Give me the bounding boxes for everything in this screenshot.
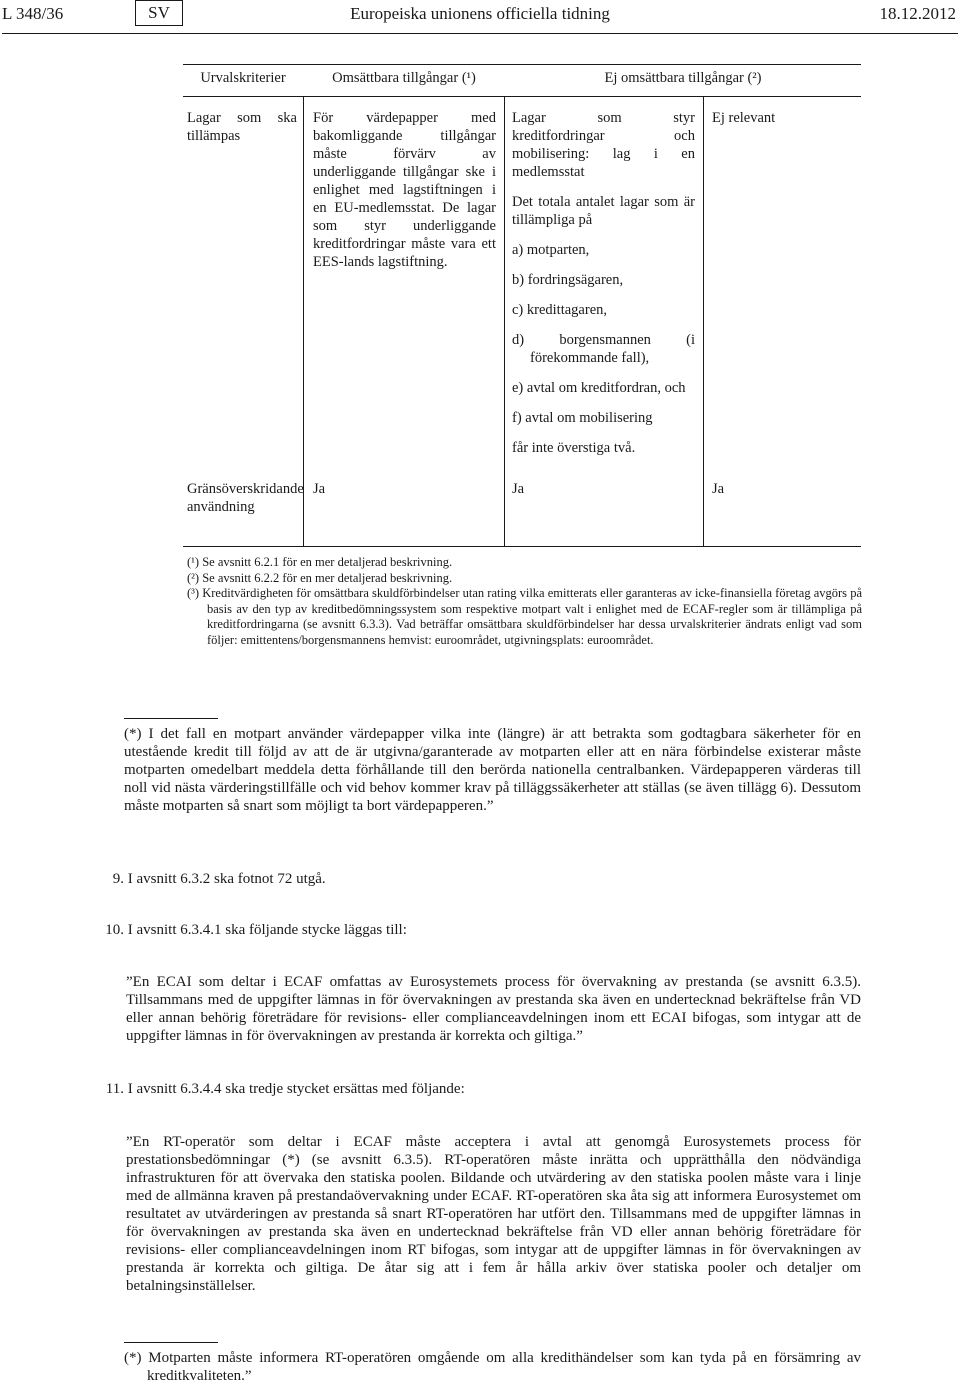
list-item: b) fordringsägaren,: [512, 272, 624, 288]
note-1: (*) I det fall en motpart använder värdepapper vilka inte (längre) är att betrakta som godtagbara säkerheter för en utestående kredit till följd av att de är utgivna/garanterade av motparten eller att en nära förbindelse existerar måste motparten omedelbart meddela detta förhållande till den berörda nationella centralbanken. Värdepapperen värderas till noll vid nästa värderingstillfälle och vid behov kommer krav på tilläggssäkerheter att ställas (se även tillägg 6). Dessutom måste motparten så snart som möjligt ta bort värdepapperen.”: [124, 726, 861, 814]
col-separator: [703, 97, 704, 546]
footnote: (³) Kreditvärdigheten för omsättbara skuldförbindelser utan rating vilka emitterats eller garanteras av icke-finansiella företag avgörs på basis av den typ av kreditbedömningssystem som respektive motpart valt i enlighet med de ECAF-regler som är tillämpliga på kreditfordringarna (se avsnitt 6.3.3). Vad beträffar omsättbara skuldförbindelser har dessa urvalskriterier ändrats enligt vad som följer: emittentens/borgensmannens hemvist: euroområdet, utgivningsplats: euroområdet.: [187, 586, 862, 647]
quote-2: ”En RT-operatör som deltar i ECAF måste acceptera i avtal att genomgå Eurosystemets process för prestationsbedömningar (*) (se avsnitt 6.3.5). RT-operatören måste inrätta och upprätthålla den nödvändiga infrastrukturen för att övervaka den statiska poolen. Bildande och utvärdering av den statiska poolen måste vara i linje med de allmänna kraven på prestandaövervakning under ECAF. RT-operatören ska åta sig att informera Eurosystemet om resultatet av utvärderingen av prestanda så snart RT-operatören har utfört den. Tillsammans med de uppgifter lämnas in för övervakningen av prestanda ska även en undertecknad bekräftelse från VD eller annan behörig företrädare för revisions- eller complianceavdelningen inom RT bifogas, som intygar att de uppgifter lämnas in för övervakningen av prestanda är korrekta och giltiga. De åtar sig att i fem år hålla arkiv över statiska pooler och detaljer om betalningsinställelser.: [126, 1134, 861, 1294]
list-item: c) kredittagaren,: [512, 302, 608, 318]
list-item: e) avtal om kreditfordran, och: [512, 380, 686, 396]
list-item: d) borgensmannen (i förekommande fall),: [512, 332, 695, 366]
publication-date: 18.12.2012: [879, 4, 956, 23]
cell-omsattbara-lagar: För värdepapper med bakomliggande tillgångar måste förvärv av underliggande tillgångar ske i enlighet med lagstiftningen i en EU-medlemsstat. De lagar som styr underliggande kreditfordringar måste vara ett EES-lands lagstiftning.: [313, 110, 496, 270]
item-11: [93, 1080, 861, 1098]
item-text: I avsnitt 6.3.2 ska fotnot 72 utgå.: [127, 871, 326, 887]
cell-gransoverskridande-2: Ja: [512, 481, 525, 497]
note-separator: [124, 718, 218, 719]
note-2: (*) Motparten måste informera RT-operatören omgående om alla kredithändelser som kan tyda på en försämring av kreditkvaliteten.”: [124, 1350, 861, 1384]
table-footnotes: [187, 555, 862, 648]
table-top-rule: [183, 64, 861, 65]
item-number: 9.: [112, 871, 124, 887]
note-separator: [124, 1342, 218, 1343]
footnote: (¹) Se avsnitt 6.2.1 för en mer detaljerad beskrivning.: [187, 555, 453, 569]
header-ej-omsattbara: Ej omsättbara tillgångar (²): [604, 70, 762, 86]
list-item: f) avtal om mobilisering: [512, 410, 653, 426]
language-badge: SV: [135, 0, 183, 26]
row-label-gransoverskridande: Gränsöverskridande användning: [187, 481, 304, 515]
item-text: I avsnitt 6.3.4.4 ska tredje stycket ersättas med följande:: [127, 1081, 465, 1097]
cell-other-lagar: Ej relevant: [712, 110, 776, 126]
item-10: [93, 921, 861, 939]
cell-gransoverskridande-1: Ja: [313, 481, 326, 497]
footnote: (²) Se avsnitt 6.2.2 för en mer detaljerad beskrivning.: [187, 570, 453, 585]
cell-ej-omsattbara-lagar: Lagar som styr kreditfordringar och mobilisering: lag i en medlemsstat Det totala antalet lagar som är tillämpliga på a) motparten, b) fordringsägaren, c) kredittagaren, d) borgensmannen (i förekommande fall), e) avtal om kreditfordran, och f) avtal om mobilisering får inte överstiga två.: [512, 110, 695, 456]
item-text: I avsnitt 6.3.4.1 ska följande stycke läggas till:: [127, 922, 407, 938]
item-9: [100, 870, 861, 888]
table-bottom-rule: [183, 546, 861, 547]
item-number: 10.: [105, 922, 124, 938]
list-item: a) motparten,: [512, 242, 590, 258]
quote-1: ”En ECAI som deltar i ECAF omfattas av Eurosystemets process för övervakning av prestanda (se avsnitt 6.3.5). Tillsammans med de uppgifter lämnas in för övervakningen av prestanda ska även en undertecknad bekräftelse från VD eller annan behörig företrädare för revisions- eller complianceavdelningen inom ett ECAI bifogas, som intygar att de uppgifter lämnas in för övervakningen av prestanda är korrekta och giltiga.”: [126, 974, 861, 1044]
col-separator: [504, 97, 505, 546]
row-label-lagar: Lagar som ska tillämpas: [187, 110, 297, 144]
header-omsattbara: Omsättbara tillgångar (¹): [332, 70, 476, 86]
page-number: L 348/36: [2, 4, 64, 23]
item-number: 11.: [105, 1081, 124, 1097]
cell-gransoverskridande-3: Ja: [712, 481, 725, 497]
journal-title: Europeiska unionens officiella tidning: [350, 4, 610, 23]
col-separator: [303, 97, 304, 546]
header-rule: [183, 96, 861, 97]
header-urvalskriterier: Urvalskriterier: [200, 70, 286, 86]
